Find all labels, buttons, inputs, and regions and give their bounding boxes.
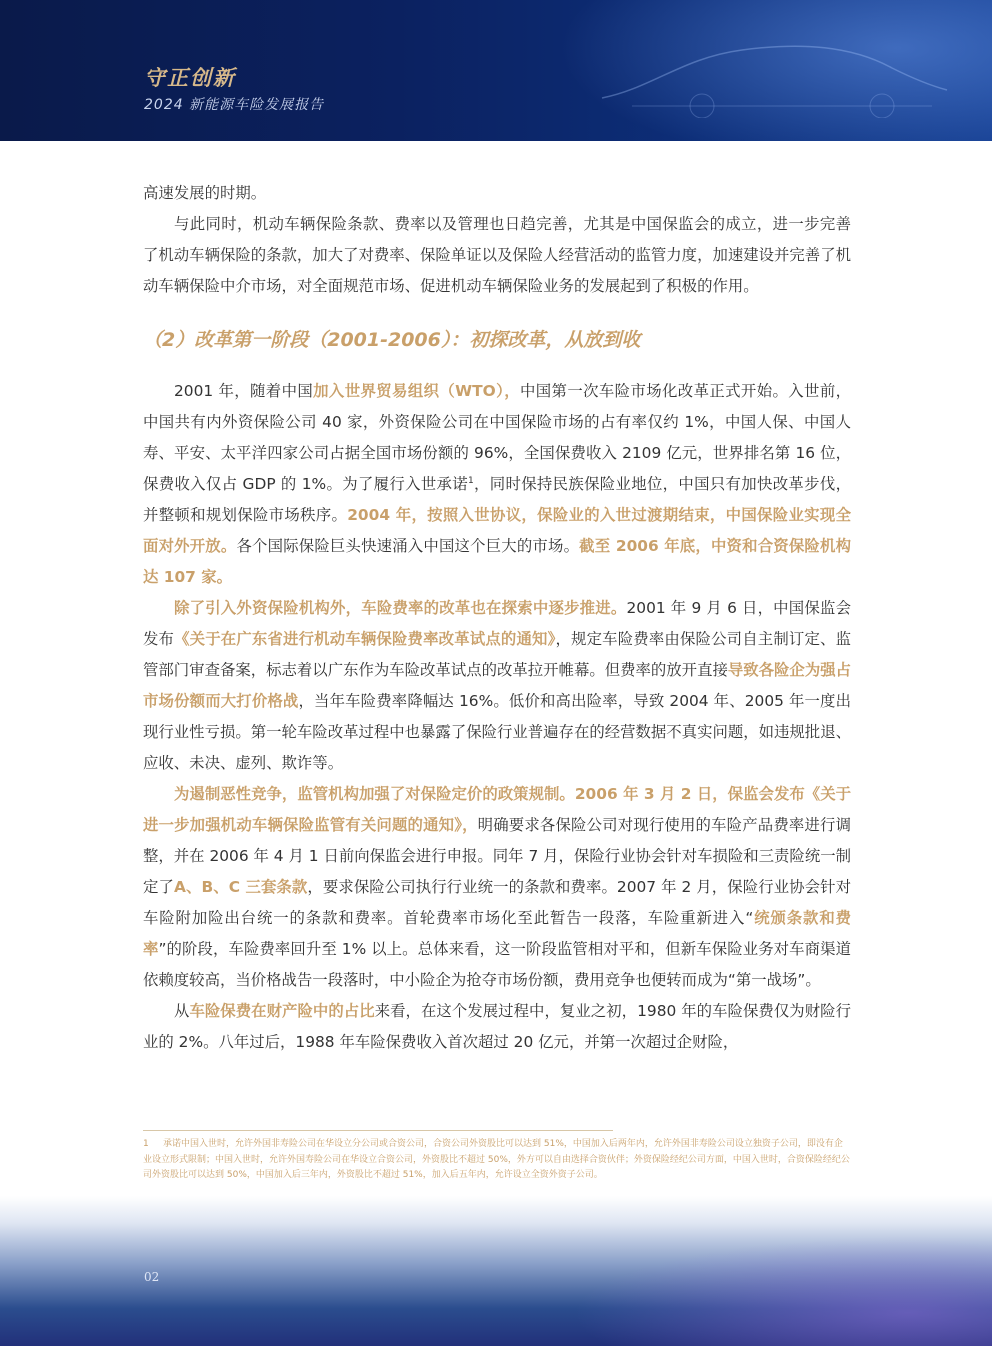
section-heading: （2）改革第一阶段（2001-2006）：初探改革，从放到收 <box>143 329 641 351</box>
footnote-text: 承诺中国入世时，允许外国非寿险公司在华设立分公司或合资公司，合资公司外资股比可以达到 51%，中国加入后两年内，允许外国非寿险公司设立独资子公司，即没有企业设立形式限制；中国入世时，允许外国寿险公司在华设立合资公司，外资股比不超过 50%，外方可以自由选择合资伙伴；外资保险经纪公司方面，中国入世时，合资保险经纪公司外资股比可以达到 50%，中国加入后三年内，外资股比不超过 51%，加入后五年内，允许设立全资外资子公司。 <box>143 1139 850 1180</box>
paragraph-regulation-2006 <box>143 779 851 996</box>
highlight-guangdong-notice: 《关于在广东省进行机动车辆保险费率改革试点的通知》 <box>174 630 556 648</box>
text-run: 中国第一次车险市场化改革正式开始。入世前，中国共有内外资保险公司 40 家，外资保险公司在中国保险市场的占有率仅约 1%，中国人保、中国人寿、平安、太平洋四家公司占据全国市场份额的 96%，全国保费收入 2109 亿元，世界排名第 16 位，保费收入仅占 GDP 的 1%。为了履行入世承诺 <box>143 382 851 493</box>
footnote <box>143 1137 851 1184</box>
page-number: 02 <box>144 1270 160 1284</box>
report-header-banner <box>0 0 992 141</box>
paragraph-premium-share <box>143 996 851 1058</box>
text-run: 来看，在这个发展过程中，复业之初，1980 年的车险保费仅为财险行业的 2%。八年过后，1988 年车险保费收入首次超过 20 亿元，并第一次超过企财险， <box>143 1002 851 1051</box>
text-run: ，规定车险费率由保险公司自主制订定、监管部门审查备案，标志着以广东作为车险改革试点的改革拉开帷幕。但费率的放开直接 <box>143 630 851 679</box>
paragraph-rate-reform <box>143 593 851 779</box>
footer-glow <box>572 1236 992 1346</box>
highlight-2004-opening: 2004 年，按照入世协议，保险业的入世过渡期结束，中国保险业实现全面对外开放。 <box>143 506 851 555</box>
highlight-abc-clauses: A、B、C 三套条款 <box>173 878 308 896</box>
text-run: 明确要求各保险公司对现行使用的车险产品费率进行调整，并在 2006 年 4 月 1 日前向保监会进行申报。同年 7 月，保险行业协会针对车损险和三责险统一制定了 <box>143 816 851 896</box>
text-run: 2001 年 9 月 6 日，中国保监会发布 <box>143 599 851 648</box>
highlight-2006-institutions: 截至 2006 年底，中资和合资保险机构达 107 家。 <box>143 537 851 586</box>
paragraph-wto <box>143 376 851 593</box>
footnote-divider <box>143 1130 613 1131</box>
highlight-unified-clauses: 统颁条款和费率 <box>143 909 851 958</box>
text-run: 从 <box>174 1002 190 1020</box>
text-run: ”的阶段，车险费率回升至 1% 以上。总体来看，这一阶段监管相对平和，但新车保险业务对车商渠道依赖度较高，当价格战告一段落时，中小险企为抢夺市场份额，费用竞争也便转而成为“第一战场”。 <box>143 940 851 989</box>
highlight-price-war: 导致各险企为强占市场份额而大打价格战 <box>143 661 851 710</box>
paragraph-regulation: 与此同时，机动车辆保险条款、费率以及管理也日趋完善，尤其是中国保监会的成立，进一步完善了机动车辆保险的条款，加大了对费率、保险单证以及保险人经营活动的监管力度，加速建设并完善了机动车辆保险中介市场，对全面规范市场、促进机动车辆保险业务的发展起到了积极的作用。 <box>143 215 851 295</box>
text-run: ，要求保险公司执行行业统一的条款和费率。2007 年 2 月，保险行业协会针对车险附加险出台统一的条款和费率。首轮费率市场化至此暂告一段落，车险重新进入“ <box>143 878 851 927</box>
highlight-rate-reform: 除了引入外资保险机构外，车险费率的改革也在探索中逐步推进。 <box>174 599 627 617</box>
footnote-number: 1 <box>143 1139 149 1149</box>
highlight-2006-notice: 为遏制恶性竞争，监管机构加强了对保险定价的政策规制。2006 年 3 月 2 日，保监会发布《关于进一步加强机动车辆保险监管有关问题的通知》， <box>143 785 851 834</box>
text-run: 2001 年，随着中国 <box>174 382 314 400</box>
text-run: ，当年车险费率降幅达 16%。低价和高出险率，导致 2004 年、2005 年一度出现行业性亏损。第一轮车险改革过程中也暴露了保险行业普遍存在的经营数据不真实问题，如违规批退、应收、未决、虚列、欺诈等。 <box>143 692 851 772</box>
report-title: 守正创新 <box>144 66 236 90</box>
text-run: ，同时保持民族保险业地位，中国只有加快改革步伐，并整顿和规划保险市场秩序。 <box>143 475 851 524</box>
highlight-premium-share: 车险保费在财产险中的占比 <box>189 1002 375 1020</box>
main-content <box>143 178 851 1058</box>
text-run: 各个国际保险巨头快速涌入中国这个巨大的市场。 <box>236 537 580 555</box>
footnote-ref[interactable]: 1 <box>467 475 474 486</box>
paragraph-continuation: 高速发展的时期。 <box>143 184 267 202</box>
highlight-wto: 加入世界贸易组织（WTO）， <box>313 382 520 400</box>
car-silhouette-graphic <box>592 28 952 118</box>
report-subtitle: 2024 新能源车险发展报告 <box>144 97 325 113</box>
